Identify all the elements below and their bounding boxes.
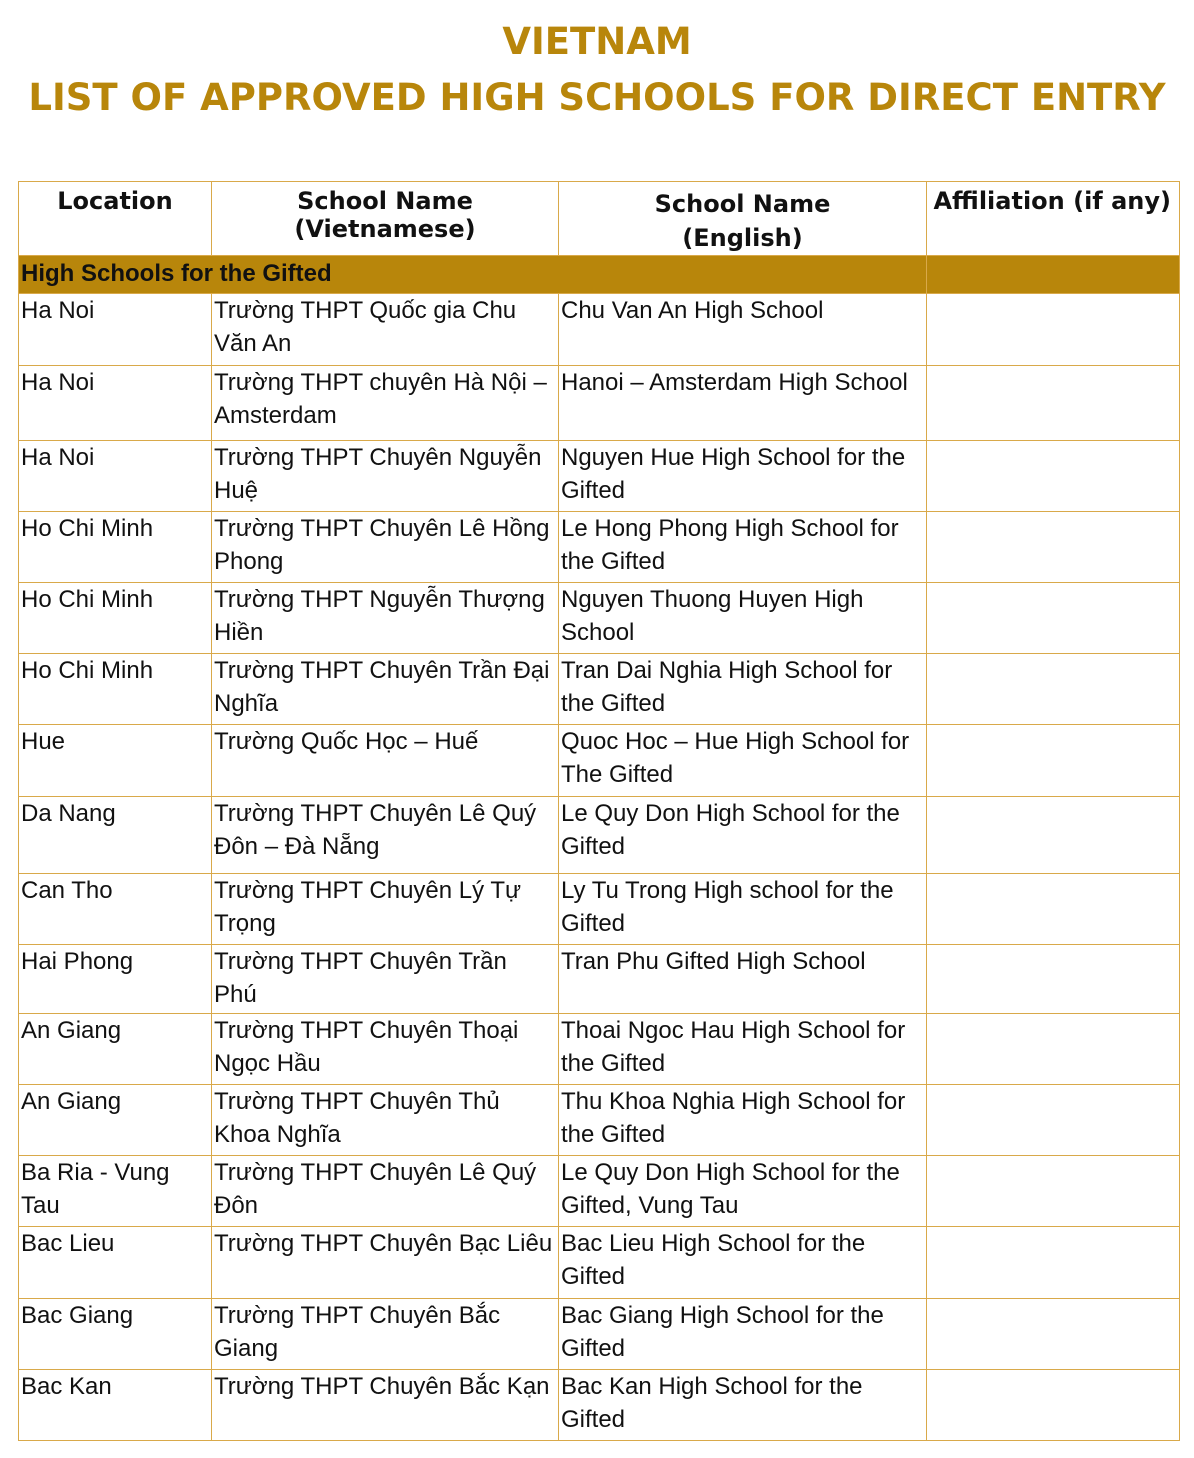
- cell-affiliation: [927, 1156, 1180, 1227]
- table-row: [19, 1156, 1180, 1227]
- cell-school-name-vietnamese: Trường THPT Chuyên Lê Hồng Phong: [212, 512, 559, 583]
- cell-school-name-vietnamese: Trường THPT Chuyên Bắc Giang: [212, 1299, 559, 1370]
- table-row: [19, 1227, 1180, 1299]
- table-row: [19, 654, 1180, 725]
- header-school-name-english: School Name (English): [559, 182, 927, 256]
- cell-school-name-vietnamese: Trường THPT Chuyên Lê Quý Đôn – Đà Nẵng: [212, 797, 559, 874]
- cell-school-name-english: Nguyen Thuong Huyen High School: [559, 583, 927, 654]
- cell-affiliation: [927, 1085, 1180, 1156]
- cell-school-name-vietnamese: Trường THPT Chuyên Lê Quý Đôn: [212, 1156, 559, 1227]
- cell-location: Bac Lieu: [19, 1227, 212, 1299]
- cell-location: Bac Kan: [19, 1370, 212, 1441]
- cell-school-name-vietnamese: Trường THPT Nguyễn Thượng Hiền: [212, 583, 559, 654]
- cell-school-name-english: Thu Khoa Nghia High School for the Gifted: [559, 1085, 927, 1156]
- table-row: [19, 874, 1180, 945]
- cell-school-name-english: Quoc Hoc – Hue High School for The Gifted: [559, 725, 927, 797]
- cell-school-name-english: Le Hong Phong High School for the Gifted: [559, 512, 927, 583]
- schools-table: [18, 181, 1180, 1441]
- cell-school-name-vietnamese: Trường THPT Chuyên Nguyễn Huệ: [212, 441, 559, 512]
- cell-school-name-vietnamese: Trường THPT chuyên Hà Nội – Amsterdam: [212, 366, 559, 441]
- cell-school-name-english: Le Quy Don High School for the Gifted, Vung Tau: [559, 1156, 927, 1227]
- cell-school-name-english: Tran Phu Gifted High School: [559, 945, 927, 1014]
- cell-location: Ba Ria - Vung Tau: [19, 1156, 212, 1227]
- cell-location: Can Tho: [19, 874, 212, 945]
- table-row: [19, 725, 1180, 797]
- cell-school-name-english: Bac Giang High School for the Gifted: [559, 1299, 927, 1370]
- cell-school-name-english: Hanoi – Amsterdam High School: [559, 366, 927, 441]
- cell-school-name-english: Le Quy Don High School for the Gifted: [559, 797, 927, 874]
- table-row: [19, 366, 1180, 441]
- cell-school-name-english: Thoai Ngoc Hau High School for the Gifted: [559, 1014, 927, 1085]
- title-list-name: LIST OF APPROVED HIGH SCHOOLS FOR DIRECT ENTRY: [28, 76, 1166, 119]
- section-title: High Schools for the Gifted: [19, 256, 927, 294]
- cell-school-name-vietnamese: Trường THPT Chuyên Thủ Khoa Nghĩa: [212, 1085, 559, 1156]
- cell-affiliation: [927, 441, 1180, 512]
- table-row: [19, 583, 1180, 654]
- cell-location: Ha Noi: [19, 366, 212, 441]
- section-affiliation-cell: [927, 256, 1180, 294]
- cell-location: Hue: [19, 725, 212, 797]
- cell-affiliation: [927, 725, 1180, 797]
- cell-school-name-vietnamese: Trường Quốc Học – Huế: [212, 725, 559, 797]
- header-location: Location: [19, 182, 212, 256]
- cell-affiliation: [927, 366, 1180, 441]
- cell-location: Ho Chi Minh: [19, 654, 212, 725]
- cell-school-name-vietnamese: Trường THPT Chuyên Bắc Kạn: [212, 1370, 559, 1441]
- cell-location: Ho Chi Minh: [19, 583, 212, 654]
- cell-school-name-english: Tran Dai Nghia High School for the Gifted: [559, 654, 927, 725]
- cell-affiliation: [927, 1370, 1180, 1441]
- header-school-name-vietnamese: School Name (Vietnamese): [212, 182, 559, 256]
- cell-location: Ho Chi Minh: [19, 512, 212, 583]
- cell-location: Hai Phong: [19, 945, 212, 1014]
- cell-location: Da Nang: [19, 797, 212, 874]
- document-title: [0, 14, 1194, 126]
- cell-location: An Giang: [19, 1085, 212, 1156]
- cell-school-name-vietnamese: Trường THPT Chuyên Bạc Liêu: [212, 1227, 559, 1299]
- cell-affiliation: [927, 945, 1180, 1014]
- cell-school-name-vietnamese: Trường THPT Chuyên Trần Đại Nghĩa: [212, 654, 559, 725]
- table-row: [19, 512, 1180, 583]
- cell-affiliation: [927, 1299, 1180, 1370]
- cell-affiliation: [927, 1227, 1180, 1299]
- table-row: [19, 945, 1180, 1014]
- table-row: [19, 441, 1180, 512]
- cell-location: An Giang: [19, 1014, 212, 1085]
- cell-affiliation: [927, 512, 1180, 583]
- table-row: [19, 1370, 1180, 1441]
- cell-school-name-english: Bac Kan High School for the Gifted: [559, 1370, 927, 1441]
- table-row: [19, 1014, 1180, 1085]
- cell-school-name-english: Ly Tu Trong High school for the Gifted: [559, 874, 927, 945]
- table-row: [19, 1299, 1180, 1370]
- cell-affiliation: [927, 874, 1180, 945]
- cell-school-name-vietnamese: Trường THPT Chuyên Lý Tự Trọng: [212, 874, 559, 945]
- cell-school-name-english: Nguyen Hue High School for the Gifted: [559, 441, 927, 512]
- cell-affiliation: [927, 583, 1180, 654]
- table-row: [19, 294, 1180, 366]
- cell-affiliation: [927, 654, 1180, 725]
- cell-affiliation: [927, 1014, 1180, 1085]
- cell-school-name-english: Chu Van An High School: [559, 294, 927, 366]
- table-header-row: [19, 182, 1180, 256]
- cell-school-name-english: Bac Lieu High School for the Gifted: [559, 1227, 927, 1299]
- cell-school-name-vietnamese: Trường THPT Quốc gia Chu Văn An: [212, 294, 559, 366]
- cell-school-name-vietnamese: Trường THPT Chuyên Thoại Ngọc Hầu: [212, 1014, 559, 1085]
- cell-location: Ha Noi: [19, 294, 212, 366]
- section-row: [19, 256, 1180, 294]
- cell-affiliation: [927, 294, 1180, 366]
- cell-school-name-vietnamese: Trường THPT Chuyên Trần Phú: [212, 945, 559, 1014]
- cell-location: Bac Giang: [19, 1299, 212, 1370]
- table-row: [19, 1085, 1180, 1156]
- header-affiliation: Affiliation (if any): [927, 182, 1180, 256]
- title-country: VIETNAM: [502, 20, 692, 63]
- cell-affiliation: [927, 797, 1180, 874]
- cell-location: Ha Noi: [19, 441, 212, 512]
- table-row: [19, 797, 1180, 874]
